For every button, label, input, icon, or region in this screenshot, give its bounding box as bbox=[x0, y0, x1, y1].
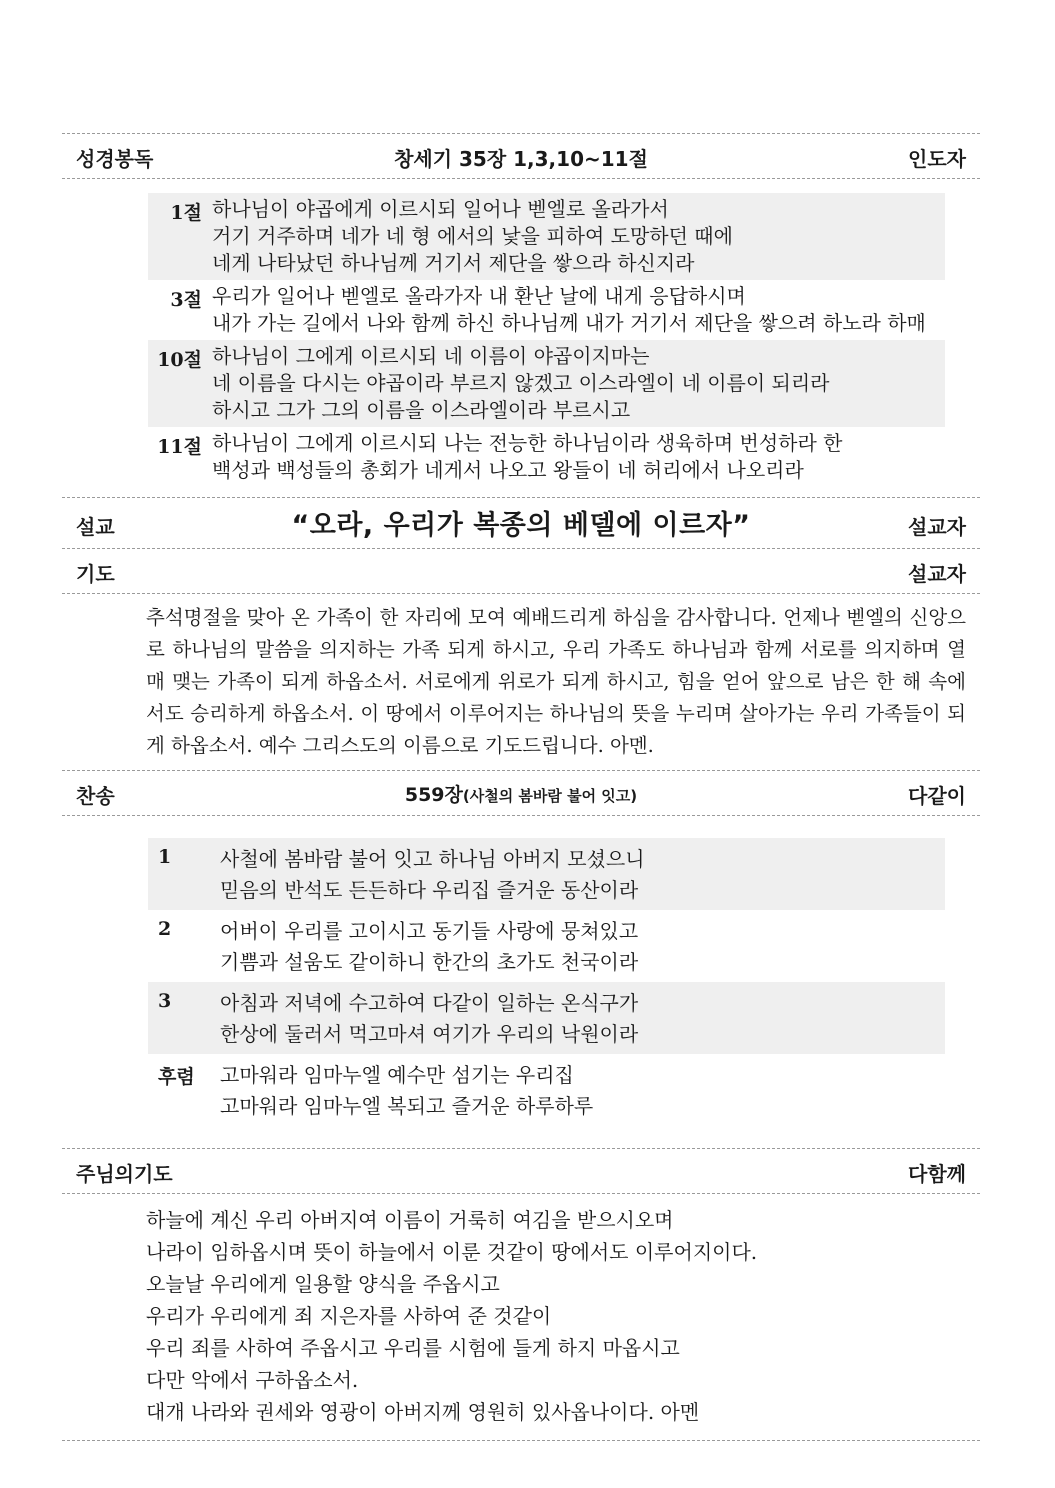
hymn-label: 찬송 bbox=[76, 784, 115, 808]
verse-line: 거기 거주하며 네가 네 형 에서의 낯을 피하여 도망하던 때에 bbox=[212, 224, 733, 248]
prayer-header bbox=[62, 549, 980, 593]
reading-leader: 인도자 bbox=[908, 147, 966, 171]
prayer-line: 대개 나라와 권세와 영광이 아버지께 영원히 있사옵나이다. 아멘 bbox=[146, 1400, 700, 1424]
stanza-item bbox=[148, 1054, 945, 1126]
verse-number: 11절 bbox=[157, 436, 202, 458]
verse-line: 네게 나타났던 하나님께 거기서 제단을 쌓으라 하신지라 bbox=[212, 251, 695, 275]
verse-number: 3절 bbox=[170, 289, 202, 311]
prayer-line: 다만 악에서 구하옵소서. bbox=[146, 1368, 359, 1392]
reading-label: 성경봉독 bbox=[76, 147, 154, 171]
stanza-line: 한상에 둘러서 먹고마셔 여기가 우리의 낙원이라 bbox=[220, 1022, 639, 1046]
verse-line: 백성과 백성들의 총회가 네게서 나오고 왕들이 네 허리에서 나오리라 bbox=[212, 458, 804, 482]
stanza-item bbox=[148, 982, 945, 1054]
prayer-label: 기도 bbox=[76, 562, 115, 586]
sermon-leader: 설교자 bbox=[908, 515, 966, 539]
prayer-line: 나라이 임하옵시며 뜻이 하늘에서 이룬 것같이 땅에서도 이루어지이다. bbox=[146, 1240, 758, 1264]
verse-item bbox=[148, 280, 945, 340]
prayer-line: 우리가 우리에게 죄 지은자를 사하여 준 것같이 bbox=[146, 1304, 552, 1328]
verse-line: 하나님이 그에게 이르시되 네 이름이 야곱이지마는 bbox=[212, 344, 650, 368]
verse-number: 1절 bbox=[170, 202, 202, 224]
hymn-title bbox=[62, 780, 980, 807]
lords-prayer-label: 주님의기도 bbox=[76, 1162, 173, 1186]
verse-item bbox=[148, 340, 945, 427]
verse-line: 내가 가는 길에서 나와 함께 하신 하나님께 내가 거기서 제단을 쌓으려 하노라 하매 bbox=[212, 311, 926, 335]
stanza-line: 기쁨과 설움도 같이하니 한간의 초가도 천국이라 bbox=[220, 950, 639, 974]
stanza-line: 고마워라 임마누엘 복되고 즐거운 하루하루 bbox=[220, 1094, 594, 1118]
reading-title: 창세기 35장 1,3,10~11절 bbox=[394, 147, 648, 171]
verse-item bbox=[148, 193, 945, 280]
verse-item bbox=[148, 427, 945, 487]
verse-line: 네 이름을 다시는 야곱이라 부르지 않겠고 이스라엘이 네 이름이 되리라 bbox=[212, 371, 830, 395]
verse-line: 하시고 그가 그의 이름을 이스라엘이라 부르시고 bbox=[212, 398, 631, 422]
sermon-header bbox=[62, 498, 980, 548]
worship-order bbox=[62, 133, 980, 1441]
verse-line: 하나님이 그에게 이르시되 나는 전능한 하나님이라 생육하며 번성하라 한 bbox=[212, 431, 843, 455]
stanza-number: 2 bbox=[158, 918, 172, 940]
stanza-item bbox=[148, 910, 945, 982]
sermon-title: “오라, 우리가 복종의 베델에 이르자” bbox=[291, 510, 751, 541]
stanza-line: 아침과 저녁에 수고하여 다같이 일하는 온식구가 bbox=[220, 991, 639, 1015]
hymn-header bbox=[62, 771, 980, 815]
stanza-item bbox=[148, 838, 945, 910]
verse-line: 우리가 일어나 벧엘로 올라가자 내 환난 날에 내게 응답하시며 bbox=[212, 284, 746, 308]
stanza-line: 어버이 우리를 고이시고 동기들 사랑에 뭉쳐있고 bbox=[220, 919, 639, 943]
stanza-number: 3 bbox=[158, 990, 172, 1012]
divider bbox=[62, 1440, 980, 1441]
lords-prayer-text bbox=[146, 1194, 980, 1440]
stanza-line: 믿음의 반석도 든든하다 우리집 즐거운 동산이라 bbox=[220, 878, 639, 902]
reading-header bbox=[62, 134, 980, 178]
hymn-stanzas bbox=[148, 816, 945, 1148]
stanza-line: 고마워라 임마누엘 예수만 섬기는 우리집 bbox=[220, 1063, 574, 1087]
stanza-number: 후렴 bbox=[158, 1066, 195, 1088]
lords-prayer-leader: 다함께 bbox=[908, 1162, 966, 1186]
prayer-leader: 설교자 bbox=[908, 562, 966, 586]
stanza-line: 사철에 봄바람 불어 잇고 하나님 아버지 모셨으니 bbox=[220, 847, 645, 871]
prayer-line: 우리 죄를 사하여 주옵시고 우리를 시험에 들게 하지 마옵시고 bbox=[146, 1336, 680, 1360]
hymn-number: 559장 bbox=[404, 784, 463, 806]
prayer-text: 추석명절을 맞아 온 가족이 한 자리에 모여 예배드리게 하심을 감사합니다. 언제나 벧엘의 신앙으로 하나님의 말씀을 의지하는 가족 되게 하시고, 우리 가족도 하나님과 함께 서로를 의지하며 열매 맺는 가족이 되게 하옵소서. 서로에게 위로가 되게 하시고, 힘을 얻어 앞으로 남은 한 해 속에서도 승리하게 하옵소서. 이 땅에서 이루어지는 하나님의 뜻을 누리며 살아가는 우리 가족들이 되게 하옵소서. 예수 그리스도의 이름으로 기도드립니다. 아멘. bbox=[146, 606, 966, 757]
prayer-line: 하늘에 계신 우리 아버지여 이름이 거룩히 여김을 받으시오며 bbox=[146, 1208, 674, 1232]
verse-list bbox=[148, 179, 945, 497]
sermon-label: 설교 bbox=[76, 515, 115, 539]
verse-line: 하나님이 야곱에게 이르시되 일어나 벧엘로 올라가서 bbox=[212, 197, 669, 221]
verse-number: 10절 bbox=[157, 349, 202, 371]
prayer-line: 오늘날 우리에게 일용할 양식을 주옵시고 bbox=[146, 1272, 500, 1296]
hymn-subtitle: (사철의 봄바람 불어 잇고) bbox=[462, 787, 638, 805]
hymn-leader: 다같이 bbox=[908, 784, 966, 808]
lords-prayer-header bbox=[62, 1149, 980, 1193]
stanza-number: 1 bbox=[158, 846, 172, 868]
